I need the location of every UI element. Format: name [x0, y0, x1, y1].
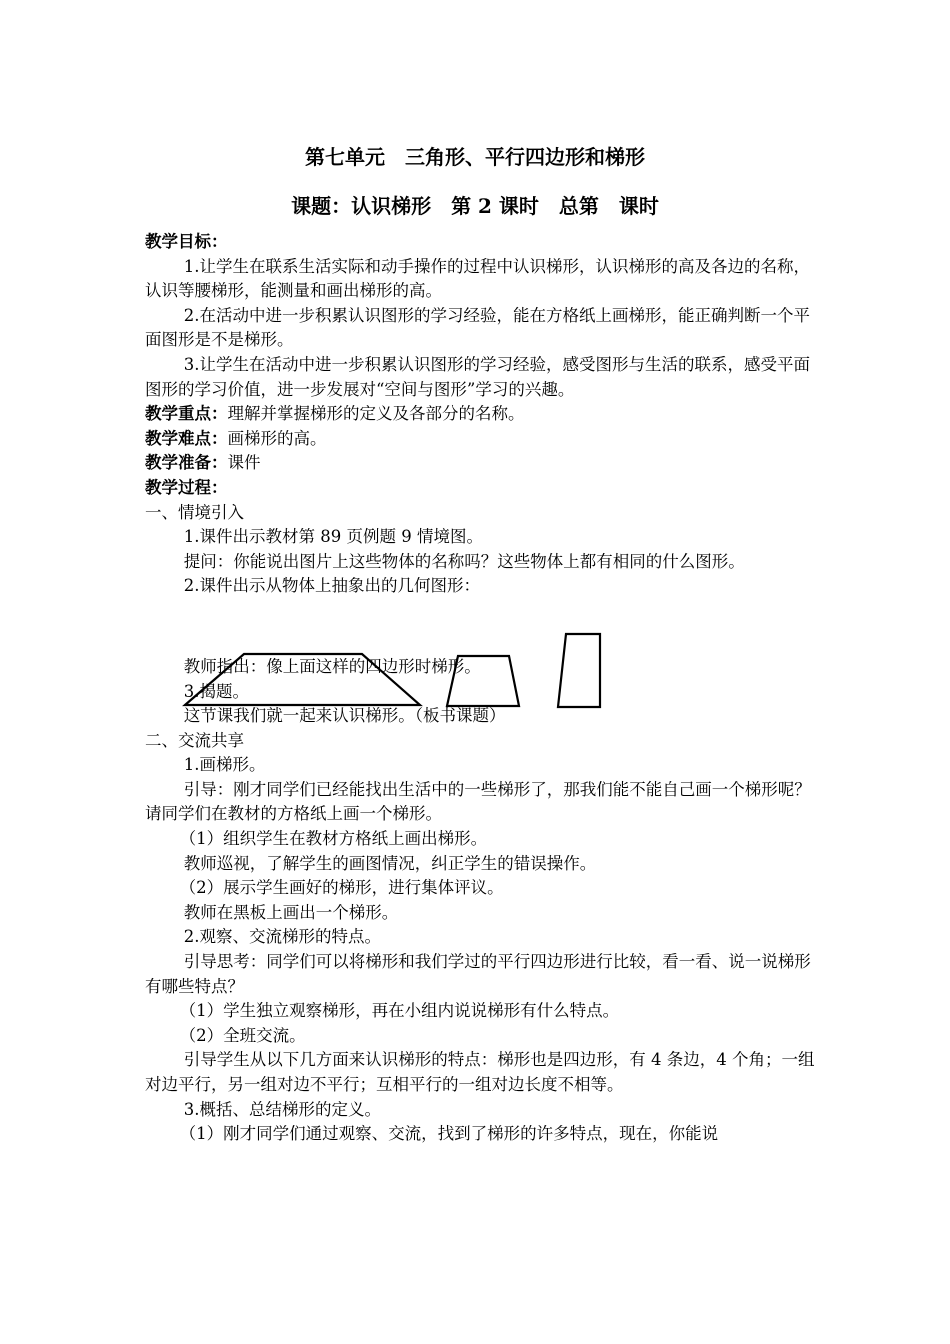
key-point: [145, 402, 825, 427]
preparation-text: 课件: [227, 453, 261, 473]
figure-space: [145, 599, 825, 655]
objective-item: 3.让学生在活动中进一步积累认识图形的学习经验，感受图形与生活的联系，感受平面图形的学习价值，进一步发展对“空间与图形”学习的兴趣。: [145, 354, 811, 399]
difficulty-text: 画梯形的高。: [227, 428, 327, 448]
paragraph: （2）展示学生画好的梯形，进行集体评议。: [179, 878, 504, 898]
paragraph: 引导：刚才同学们已经能找出生活中的一些梯形了，那我们能不能自己画一个梯形呢？请同学们在教材的方格纸上画一个梯形。: [145, 779, 811, 824]
paragraph: 教师指出：像上面这样的四边形时梯形。: [183, 656, 481, 676]
paragraph: （2）全班交流。: [179, 1025, 306, 1045]
section-title: 二、交流共享: [145, 730, 244, 750]
paragraph: 提问：你能说出图片上这些物体的名称吗？这些物体上都有相同的什么图形。: [183, 551, 745, 571]
preparation: [145, 451, 825, 476]
paragraph: 2.课件出示从物体上抽象出的几何图形：: [183, 576, 481, 596]
process-heading: 教学过程：: [145, 477, 228, 497]
paragraph: 3.概括、总结梯形的定义。: [183, 1099, 382, 1119]
difficulty-label: 教学难点：: [145, 428, 228, 448]
difficulty: [145, 427, 825, 452]
section-title: 一、情境引入: [145, 502, 244, 522]
preparation-label: 教学准备：: [145, 453, 228, 473]
paragraph: 2.观察、交流梯形的特点。: [183, 927, 382, 947]
paragraph: 引导学生从以下几方面来认识梯形的特点：梯形也是四边形，有 4 条边，4 个角；一组对边平行，另一组对边不平行；互相平行的一组对边长度不相等。: [145, 1050, 815, 1094]
paragraph: 引导思考：同学们可以将梯形和我们学过的平行四边形进行比较，看一看、说一说梯形有哪些特点？: [145, 952, 811, 996]
key-point-text: 理解并掌握梯形的定义及各部分的名称。: [227, 404, 525, 424]
objectives-heading: 教学目标：: [145, 232, 228, 251]
unit-title: 第七单元 三角形、平行四边形和梯形: [305, 145, 645, 169]
key-point-label: 教学重点：: [145, 404, 228, 424]
objective-item: 2.在活动中进一步积累认识图形的学习经验，能在方格纸上画梯形，能正确判断一个平面图形是不是梯形。: [145, 305, 811, 350]
paragraph: 1.画梯形。: [183, 755, 266, 775]
paragraph: （1）组织学生在教材方格纸上画出梯形。: [179, 829, 488, 849]
paragraph: （1）学生独立观察梯形，再在小组内说说梯形有什么特点。: [179, 1001, 620, 1021]
lesson-title: 课题：认识梯形 第 2 课时 总第 课时: [291, 194, 659, 218]
paragraph: 教师在黑板上画出一个梯形。: [183, 902, 399, 922]
document-body: [145, 230, 825, 1147]
objective-item: 1.让学生在联系生活实际和动手操作的过程中认识梯形，认识梯形的高及各边的名称，认识等腰梯形，能测量和画出梯形的高。: [145, 256, 811, 301]
paragraph: （1）刚才同学们通过观察、交流，找到了梯形的许多特点，现在，你能说: [179, 1124, 719, 1144]
paragraph: 1.课件出示教材第 89 页例题 9 情境图。: [183, 527, 483, 547]
paragraph: 3.揭题。: [183, 681, 250, 701]
paragraph: 教师巡视，了解学生的画图情况，纠正学生的错误操作。: [183, 853, 597, 873]
paragraph: 这节课我们就一起来认识梯形。（板书课题）: [183, 706, 506, 726]
